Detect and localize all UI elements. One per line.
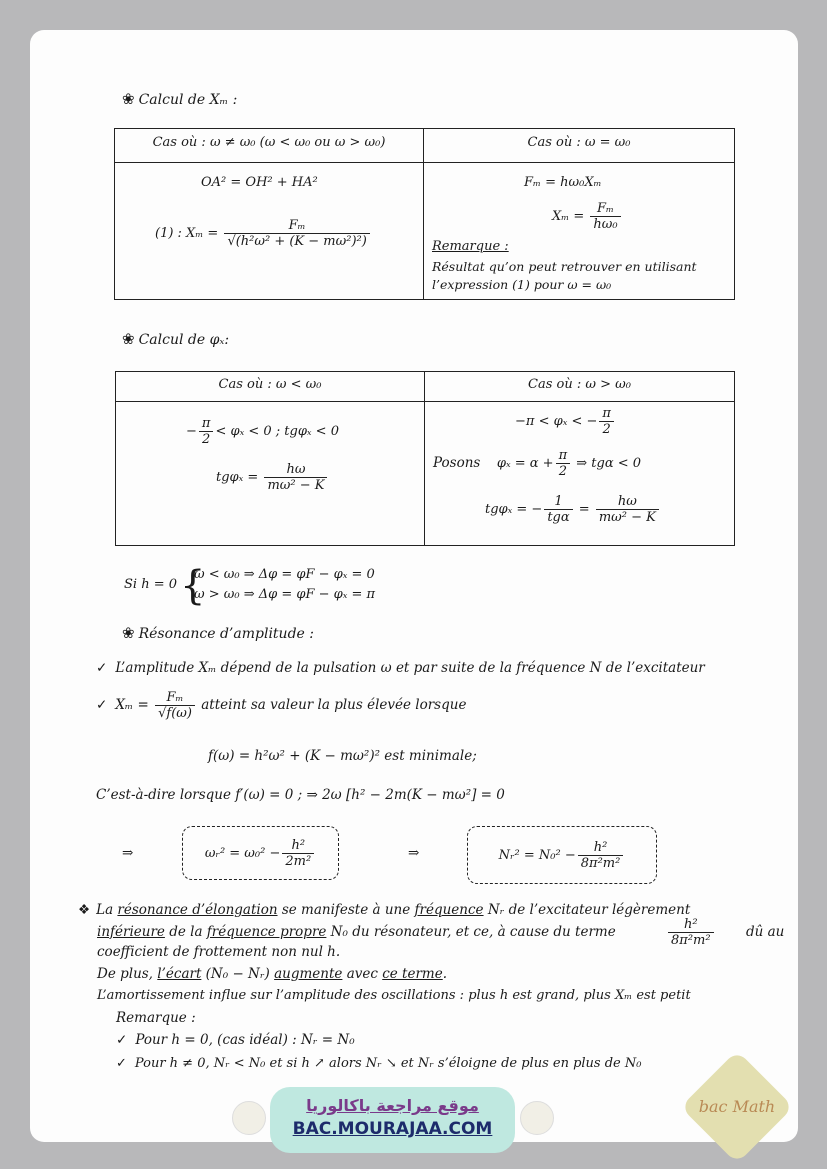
elongation-line-4: De plus, l’écart (N₀ − Nᵣ) augmente avec ce terme. <box>97 966 448 982</box>
arrow-implies-2: ⇒ <box>408 845 420 861</box>
right-logo-icon <box>520 1101 554 1135</box>
table-calc-phi <box>115 371 735 546</box>
diamond-bullet-icon: ❖ <box>78 902 91 918</box>
table1-right-cell <box>424 163 735 300</box>
site-badge[interactable] <box>270 1087 515 1153</box>
equation-phi-bounds-left: − $\frac{\pi}{2}$ < φₓ < 0 ; tgφₓ < 0 <box>186 416 339 447</box>
remark-line-1: Résultat qu’on peut retrouver en utilisant <box>432 259 697 274</box>
section-title-calc-phi: ❀ Calcul de φₓ: <box>122 330 230 348</box>
table2-left-cell <box>116 402 425 546</box>
pinwheel-icon: ❀ <box>122 330 135 348</box>
pinwheel-icon: ❀ <box>122 90 135 108</box>
bullet-amplitude: ✓ L’amplitude Xₘ dépend de la pulsation ω et par suite de la fréquence N de l’excitateur <box>96 660 705 676</box>
table2-head-left: Cas où : ω < ω₀ <box>116 372 425 402</box>
equation-xm-general: (1) : Xₘ = $\frac{\text{Fₘ}}{\text{√(h²ω² + (K − mω²)²)}}$ <box>155 218 372 249</box>
bullet-xm-max: ✓ Xₘ = $\frac{\text{Fₘ}}{√f(\omega)}$ atteint sa valeur la plus élevée lorsque <box>96 690 467 721</box>
table-calc-xm <box>114 128 735 300</box>
elongation-remark-title: Remarque : <box>116 1010 196 1026</box>
site-url[interactable]: BAC.MOURAJAA.COM <box>292 1119 493 1139</box>
sih-case-2: ω > ω₀ ⇒ Δφ = φF − φₓ = π <box>194 587 376 602</box>
table1-head-left: Cas où : ω ≠ ω₀ (ω < ω₀ ou ω > ω₀) <box>115 129 424 163</box>
f-omega-line: f(ω) = h²ω² + (K − mω²)² est minimale; <box>208 748 477 764</box>
elongation-line-2-end: dû au <box>746 924 785 940</box>
site-name-arabic: موقع مراجعة باكالوريا <box>306 1096 479 1115</box>
boxed-omega-r: ωᵣ² = ω₀² − $\frac{\text{h²}}{\text{2m²}}$ <box>182 826 339 880</box>
equation-xm-resonance: Xₘ = $\frac{\text{Fₘ}}{\text{hω₀}}$ <box>552 201 623 232</box>
remark-line-2: l’expression (1) pour ω = ω₀ <box>432 277 612 292</box>
section-title-calc-xm: ❀ Calcul de Xₘ : <box>122 90 238 108</box>
equation-tgphi-left: tgφₓ = $\frac{h\omega}{\text{mω² − K}}$ <box>216 462 329 493</box>
equation-fm: Fₘ = hω₀Xₘ <box>524 175 602 190</box>
elongation-remark-2: ✓ Pour h ≠ 0, Nᵣ < N₀ et si h ↗ alors Nᵣ ↘ et Nᵣ s’éloigne de plus en plus de N₀ <box>116 1056 642 1071</box>
elongation-line-2: inférieure de la fréquence propre N₀ du résonateur, et ce, à cause du terme <box>97 924 616 940</box>
term-fraction: $\frac{\text{h²}}{\text{8π²m²}}$ <box>666 917 716 948</box>
sih-case-1: ω < ω₀ ⇒ Δφ = φF − φₓ = 0 <box>194 567 375 582</box>
table1-left-cell <box>115 163 424 300</box>
left-logo-icon <box>232 1101 266 1135</box>
remark-title: Remarque : <box>432 239 509 254</box>
check-icon: ✓ <box>96 697 108 713</box>
elongation-line-5: L’amortissement influe sur l’amplitude des oscillations : plus h est grand, plus Xₘ est petit <box>97 988 691 1003</box>
equation-posons: Posons φₓ = α + $\frac{\pi}{2}$ ⇒ tgα < 0 <box>433 448 642 479</box>
table2-head-right: Cas où : ω > ω₀ <box>425 372 735 402</box>
elongation-line-3: coefficient de frottement non nul h. <box>97 944 341 960</box>
check-icon: ✓ <box>96 660 108 676</box>
brace-icon: { <box>180 563 206 609</box>
elongation-line-1: ❖ La résonance d’élongation se manifeste à une fréquence Nᵣ de l’excitateur légèrement <box>78 902 691 918</box>
equation-pythagore: OA² = OH² + HA² <box>201 175 318 190</box>
check-icon: ✓ <box>116 1032 128 1048</box>
boxed-nr: Nᵣ² = N₀² − $\frac{\text{h²}}{\text{8π²m²}}$ <box>467 826 657 884</box>
sih-prefix: Si h = 0 <box>124 577 177 592</box>
equation-tgphi-right: tgφₓ = − $\frac{1}{\text{tgα}}$ = $\frac{h\omega}{\text{mω² − K}}$ <box>485 494 661 525</box>
equation-phi-bounds-right: −π < φₓ < − $\frac{\pi}{2}$ <box>515 406 616 437</box>
pinwheel-icon: ❀ <box>122 624 135 642</box>
arrow-implies-1: ⇒ <box>122 845 134 861</box>
derivative-line: C’est-à-dire lorsque f′(ω) = 0 ; ⇒ 2ω [h² − 2m(K − mω²] = 0 <box>96 787 505 803</box>
table1-head-right: Cas où : ω = ω₀ <box>424 129 735 163</box>
table2-right-cell <box>425 402 735 546</box>
bacmath-logo-text: bac Math <box>698 1097 776 1116</box>
check-icon: ✓ <box>116 1056 127 1071</box>
section-title-resonance: ❀ Résonance d’amplitude : <box>122 624 314 642</box>
elongation-remark-1: ✓ Pour h = 0, (cas idéal) : Nᵣ = N₀ <box>116 1032 355 1048</box>
